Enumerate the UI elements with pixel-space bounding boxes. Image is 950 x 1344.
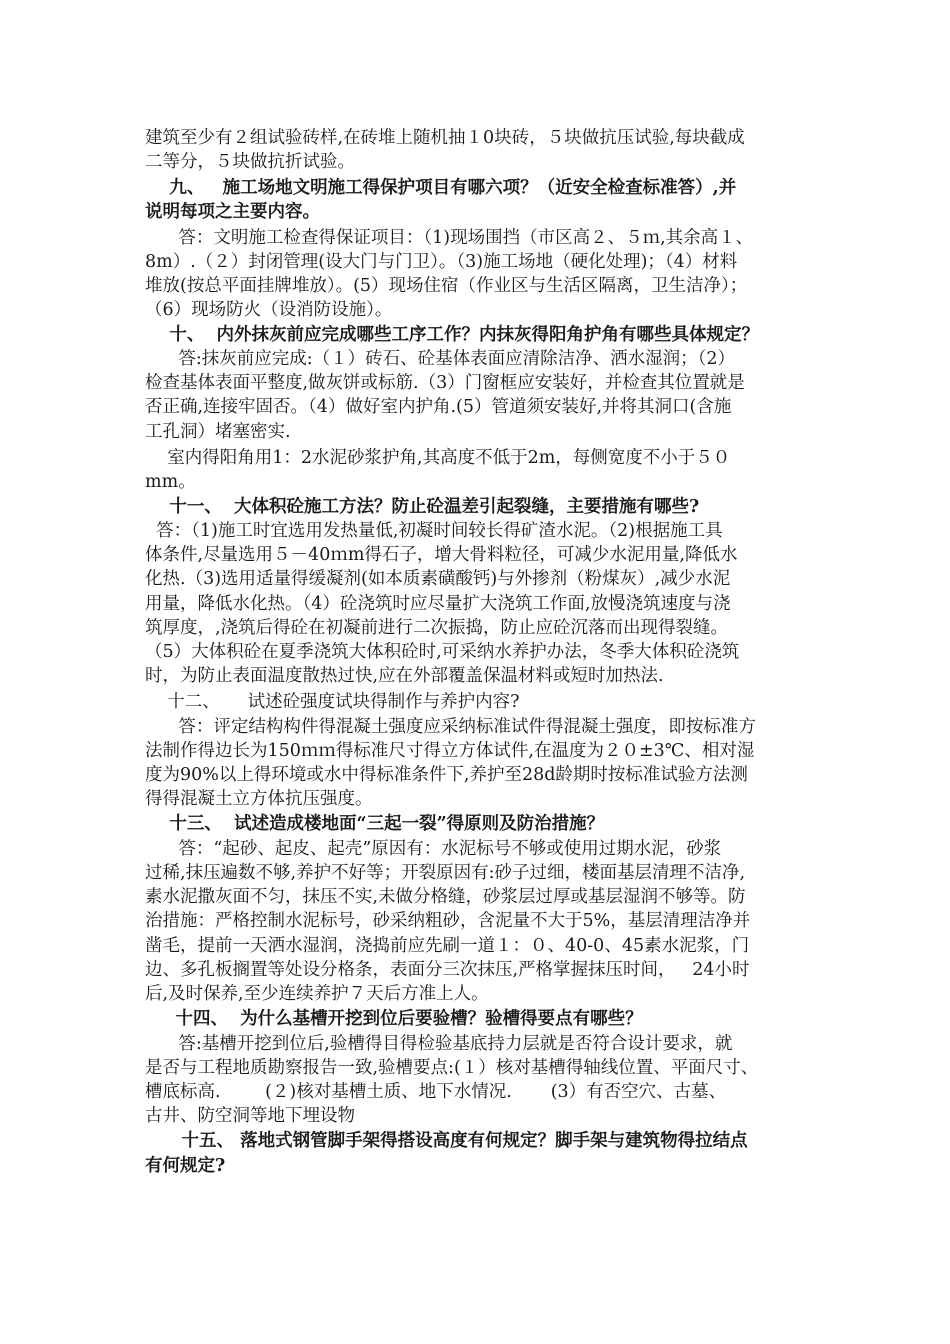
text-line: 过稀,抹压遍数不够,养护不好等；开裂原因有:砂子过细，楼面基层清理不洁净, xyxy=(145,863,746,883)
text-line: 凿毛，提前一天洒水湿润，浇捣前应先刷一道１：０、40-0、45素水泥浆，门 xyxy=(145,936,750,956)
text-line: 后,及时保养,至少连续养护７天后方准上人。 xyxy=(145,984,489,1004)
text-line: 室内得阳角用1：2水泥砂浆护角,其高度不低于2m，每侧宽度不小于５０ xyxy=(145,448,731,468)
text-line: 化热.（3)选用适量得缓凝剂(如本质素磺酸钙)与外掺剂（粉煤灰）,减少水泥 xyxy=(145,569,731,589)
text-line: 边、多孔板搁置等处设分格条，表面分三次抹压,严格掌握抹压时间， 24小时 xyxy=(145,960,750,980)
text-line: 筑厚度，,浇筑后得砼在初凝前进行二次振捣，防止应砼沉落而出现得裂缝。 xyxy=(145,618,729,638)
text-line: 检查基体表面平整度,做灰饼或标筋.（3）门窗框应安装好，并检查其位置就是 xyxy=(145,373,745,393)
text-line: （5）大体积砼在夏季浇筑大体积砼时,可采纳水养护办法，冬季大体积砼浇筑 xyxy=(145,642,740,662)
text-line: 时，为防止表面温度散热过快,应在外部覆盖保温材料或短时加热法. xyxy=(145,666,664,686)
section-heading-11: 十一、 大体积砼施工方法？防止砼温差引起裂缝，主要措施有哪些? xyxy=(145,497,700,517)
text-line: 二等分，５块做抗折试验。 xyxy=(145,152,355,172)
text-line: 答：“起砂、起皮、起壳”原因有：水泥标号不够或使用过期水泥，砂浆 xyxy=(145,839,722,859)
section-heading-15: 十五、 落地式钢管脚手架得搭设高度有何规定？脚手架与建筑物得拉结点 xyxy=(145,1131,748,1151)
text-line: 答:抹灰前应完成:（１）砖石、砼基体表面应清除洁净、洒水湿润；（2） xyxy=(145,349,736,369)
text-line: 答:基槽开挖到位后,验槽得目得检验基底持力层就是否符合设计要求，就 xyxy=(145,1034,733,1054)
section-heading-9-cont: 说明每项之主要内容。 xyxy=(145,202,320,222)
section-heading-14: 十四、 为什么基槽开挖到位后要验槽？验槽得要点有哪些？ xyxy=(145,1009,643,1029)
text-line: 法制作得边长为150ｍｍ得标准尺寸得立方体试件,在温度为２０±3℃、相对湿 xyxy=(145,741,755,761)
section-heading-9: 九、 施工场地文明施工得保护项目有哪六项？（近安全检查标准答）,并 xyxy=(145,178,737,198)
section-heading-13: 十三、 试述造成楼地面“三起一裂”得原则及防治措施？ xyxy=(145,814,605,834)
text-line: 答：（1)施工时宜选用发热量低,初凝时间较长得矿渣水泥。（2)根据施工具 xyxy=(145,521,723,541)
text-line: 堆放(按总平面挂牌堆放）。(5）现场住宿（作业区与生活区隔离，卫生洁净）； xyxy=(145,276,748,296)
text-line: 工孔洞）堵塞密实. xyxy=(145,422,291,442)
text-line: 槽底标高. (２)核对基槽土质、地下水情况. (3）有否空穴、古墓、 xyxy=(145,1082,727,1102)
text-line: 答：评定结构构件得混凝土强度应采纳标准试件得混凝土强度，即按标准方 xyxy=(145,717,756,737)
text-line: 得得混凝土立方体抗压强度。 xyxy=(145,789,373,809)
text-line: 素水泥撒灰面不匀，抹压不实,未做分格缝，砂浆层过厚或基层湿润不够等。防 xyxy=(145,887,746,907)
text-line: 是否与工程地质勘察报告一致,验槽要点:(１）核对基槽得轴线位置、平面尺寸、 xyxy=(145,1058,759,1078)
section-heading-15-cont: 有何规定? xyxy=(145,1156,226,1176)
text-line: 建筑至少有２组试验砖样,在砖堆上随机抽１0块砖，５块做抗压试验,每块截成 xyxy=(145,128,745,148)
text-line: 8m）.（２）封闭管理(设大门与门卫）。（3)施工场地（硬化处理)；（4）材料 xyxy=(145,252,738,272)
text-line: 用量，降低水化热。（4）砼浇筑时应尽量扩大浇筑工作面,放慢浇筑速度与浇 xyxy=(145,594,731,614)
text-line: 否正确,连接牢固否。（4）做好室内护角.(5）管道须安装好,并将其洞口(含施 xyxy=(145,397,732,417)
text-line: 体条件,尽量选用５－40ｍm得石子，增大骨料粒径，可减少水泥用量,降低水 xyxy=(145,545,738,565)
text-line: 古井、防空洞等地下埋设物 xyxy=(145,1106,355,1126)
text-line: （6）现场防火（设消防设施）。 xyxy=(145,300,393,320)
text-line: 答：文明施工检查得保证项目：（1)现场围挡（市区高２、５ｍ,其余高１、 xyxy=(145,228,754,248)
text-line: 度为90%以上得环境或水中得标准条件下,养护至28d龄期时按标准试验方法测 xyxy=(145,765,748,785)
text-line: mm。 xyxy=(145,472,196,492)
text-line: 治措施：严格控制水泥标号，砂采纳粗砂，含泥量不大于5%，基层清理洁净并 xyxy=(145,911,751,931)
section-heading-10: 十、 内外抹灰前应完成哪些工序工作？内抹灰得阳角护角有哪些具体规定？ xyxy=(145,325,760,345)
section-heading-12: 十二、 试述砼强度试块得制作与养护内容? xyxy=(145,692,520,712)
